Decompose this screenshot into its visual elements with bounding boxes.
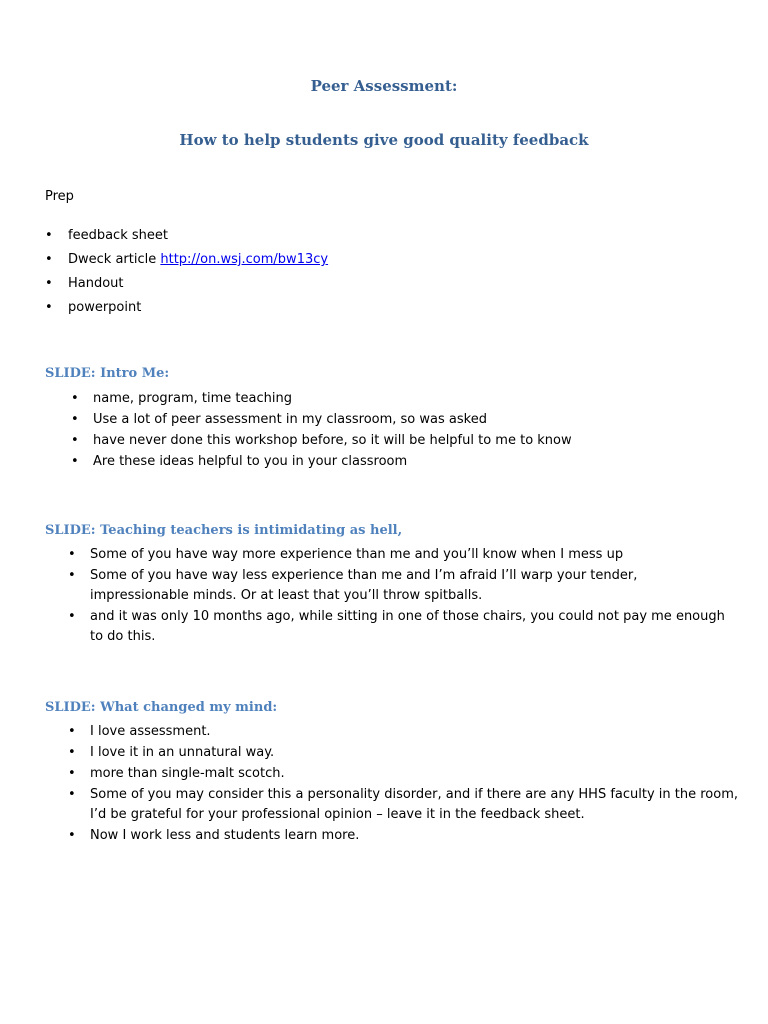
bullet-icon: • [45, 300, 53, 315]
bullet-icon: • [71, 433, 79, 448]
list-item [68, 607, 740, 647]
list-item [45, 272, 748, 296]
bullet-icon: • [68, 724, 76, 739]
list-item-text: feedback sheet [68, 228, 168, 243]
bullet-icon: • [68, 568, 76, 583]
list-item [71, 409, 743, 430]
dweck-article-link[interactable]: http://on.wsj.com/bw13cy [160, 252, 329, 267]
list-item [68, 566, 740, 606]
list-item-text: Some of you may consider this a personality disorder, and if there are any HHS faculty in the room, I’d be grateful for your professional opinion – leave it in the feedback sheet. [90, 787, 739, 822]
list-item [68, 722, 740, 742]
bullet-icon: • [68, 609, 76, 624]
bullet-icon: • [68, 766, 76, 781]
bullet-icon: • [68, 547, 76, 562]
section-heading-teaching-teachers: SLIDE: Teaching teachers is intimidating as hell, [45, 523, 403, 538]
list-item [68, 545, 740, 565]
list-item [71, 451, 743, 472]
list-item [68, 785, 740, 825]
list-item-text: Some of you have way less experience than me and I’m afraid I’ll warp your tender, impressionable minds. Or at least that you’ll throw spitballs. [90, 568, 638, 603]
document-title: Peer Assessment: [310, 77, 458, 95]
list-item-text: Some of you have way more experience than me and you’ll know when I mess up [90, 547, 624, 562]
list-item-text: have never done this workshop before, so it will be helpful to me to know [93, 433, 572, 448]
bullet-icon: • [45, 276, 53, 291]
bullet-icon: • [71, 454, 79, 469]
list-item-text: name, program, time teaching [93, 391, 292, 406]
list-item [71, 388, 743, 409]
prep-label: Prep [45, 189, 74, 204]
bullet-icon: • [68, 828, 76, 843]
list-item-text: Are these ideas helpful to you in your classroom [93, 454, 408, 469]
prep-list [45, 224, 748, 320]
list-item-text: Now I work less and students learn more. [90, 828, 360, 843]
list-item-text: more than single-malt scotch. [90, 766, 285, 781]
bullet-icon: • [71, 412, 79, 427]
list-item-text: I love assessment. [90, 724, 211, 739]
bullet-icon: • [45, 228, 53, 243]
changed-mind-list [68, 722, 740, 847]
list-item-text: Handout [68, 276, 124, 291]
list-item [45, 296, 748, 320]
list-item [68, 764, 740, 784]
list-item [71, 430, 743, 451]
document-subtitle: How to help students give good quality feedback [179, 131, 589, 149]
list-item-text: I love it in an unnatural way. [90, 745, 275, 760]
list-item [45, 224, 748, 248]
bullet-icon: • [45, 252, 53, 267]
list-item [68, 743, 740, 763]
bullet-icon: • [71, 391, 79, 406]
list-item-text: powerpoint [68, 300, 142, 315]
list-item-text: Dweck article [68, 252, 161, 267]
list-item-text: Use a lot of peer assessment in my classroom, so was asked [93, 412, 487, 427]
section-heading-changed-mind: SLIDE: What changed my mind: [45, 700, 278, 715]
list-item [68, 826, 740, 846]
bullet-icon: • [68, 787, 76, 802]
bullet-icon: • [68, 745, 76, 760]
section-heading-intro: SLIDE: Intro Me: [45, 366, 170, 381]
list-item-text: and it was only 10 months ago, while sitting in one of those chairs, you could not pay me enough to do this. [90, 609, 725, 644]
intro-list [71, 388, 743, 472]
teaching-teachers-list [68, 545, 740, 648]
list-item [45, 248, 748, 272]
